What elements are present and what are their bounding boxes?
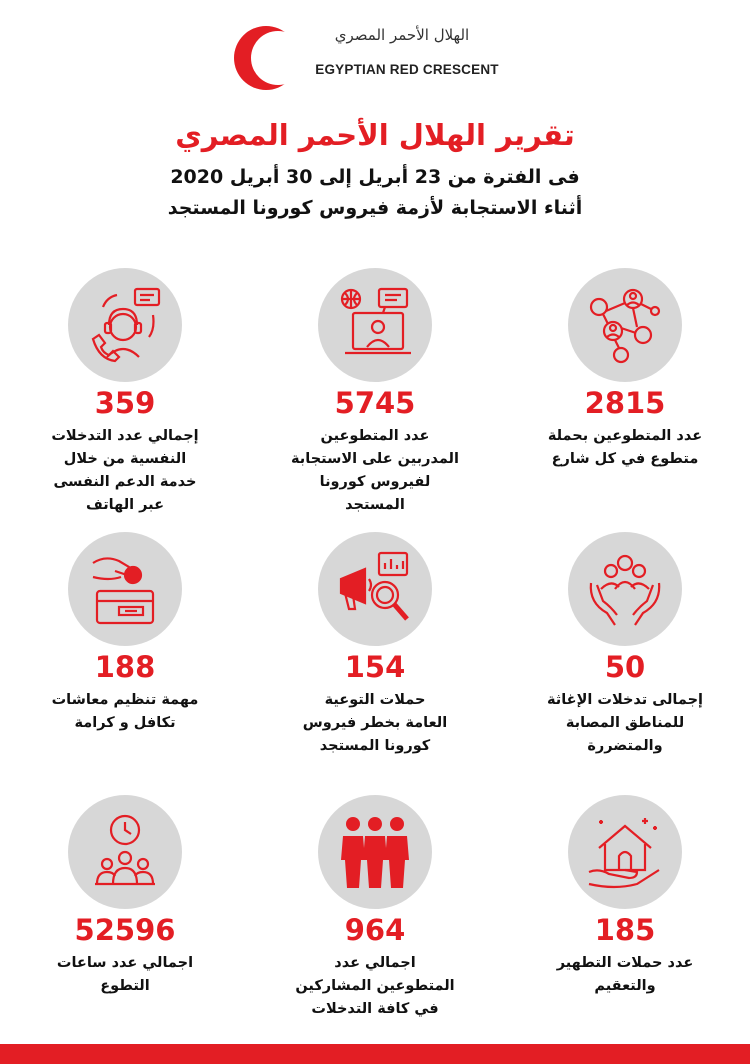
stat-description: حملات التوعية العامة بخطر فيروس كورونا المستجد <box>302 692 448 754</box>
hand-card-icon <box>85 549 165 629</box>
stat-number: 52596 <box>74 913 176 947</box>
logo-arabic-text: الهلال الأحمر المصري <box>334 26 470 44</box>
stat-number: 185 <box>594 913 656 947</box>
stat-card <box>250 795 500 1050</box>
stat-card <box>0 795 250 1050</box>
stat-icon-circle <box>568 795 682 909</box>
stat-icon-circle <box>68 795 182 909</box>
stat-description: إجمالى تدخلات الإغاثة للمناطق المصابة والمتضررة <box>546 692 703 754</box>
stat-number: 50 <box>604 650 646 684</box>
stat-icon-circle <box>68 532 182 646</box>
logo <box>232 22 512 92</box>
stat-description: اجمالي عدد المتطوعين المشاركين في كافة التدخلات <box>295 955 455 1017</box>
stat-card <box>500 795 750 1050</box>
stat-number: 188 <box>94 650 156 684</box>
crescent-logo-icon <box>232 22 304 94</box>
stat-description: عدد المتطوعين بحملة متطوع في كل شارع <box>547 428 703 467</box>
stat-number: 359 <box>94 386 156 420</box>
footer-bar <box>0 1044 750 1064</box>
stat-icon-circle <box>568 532 682 646</box>
logo-english-text: EGYPTIAN RED CRESCENT <box>315 62 499 77</box>
team-icon <box>335 812 415 892</box>
stat-description: اجمالي عدد ساعات التطوع <box>56 955 194 994</box>
stat-number: 964 <box>344 913 406 947</box>
stat-number: 2815 <box>584 386 666 420</box>
report-title: تقرير الهلال الأحمر المصري <box>175 118 575 152</box>
stat-description: عدد حملات التطهير والتعقيم <box>556 955 694 994</box>
stat-icon-circle <box>318 795 432 909</box>
online-training-icon <box>335 285 415 365</box>
stat-card <box>500 268 750 523</box>
stat-card <box>250 532 500 787</box>
stat-card <box>500 532 750 787</box>
stat-card <box>0 268 250 523</box>
stat-number: 5745 <box>334 386 416 420</box>
phone-support-icon <box>85 285 165 365</box>
stat-description: إجمالي عدد التدخلات النفسية من خلال خدمة الدعم النفسى عبر الهاتف <box>51 428 199 513</box>
house-hand-icon <box>585 812 665 892</box>
stat-icon-circle <box>318 268 432 382</box>
stat-icon-circle <box>68 268 182 382</box>
stat-description: عدد المتطوعين المدربين على الاستجابة لفيروس كورونا المستجد <box>291 428 459 513</box>
stat-icon-circle <box>568 268 682 382</box>
hands-people-icon <box>585 549 665 629</box>
stat-number: 154 <box>344 650 406 684</box>
stat-icon-circle <box>318 532 432 646</box>
network-people-icon <box>585 285 665 365</box>
clock-people-icon <box>85 812 165 892</box>
stat-card <box>0 532 250 787</box>
stat-card <box>250 268 500 523</box>
report-period: فى الفترة من 23 أبريل إلى 30 أبريل 2020 <box>170 166 580 188</box>
megaphone-search-icon <box>335 549 415 629</box>
report-context: أثناء الاستجابة لأزمة فيروس كورونا المستجد <box>167 197 583 219</box>
stat-description: مهمة تنظيم معاشات تكافل و كرامة <box>51 692 199 731</box>
